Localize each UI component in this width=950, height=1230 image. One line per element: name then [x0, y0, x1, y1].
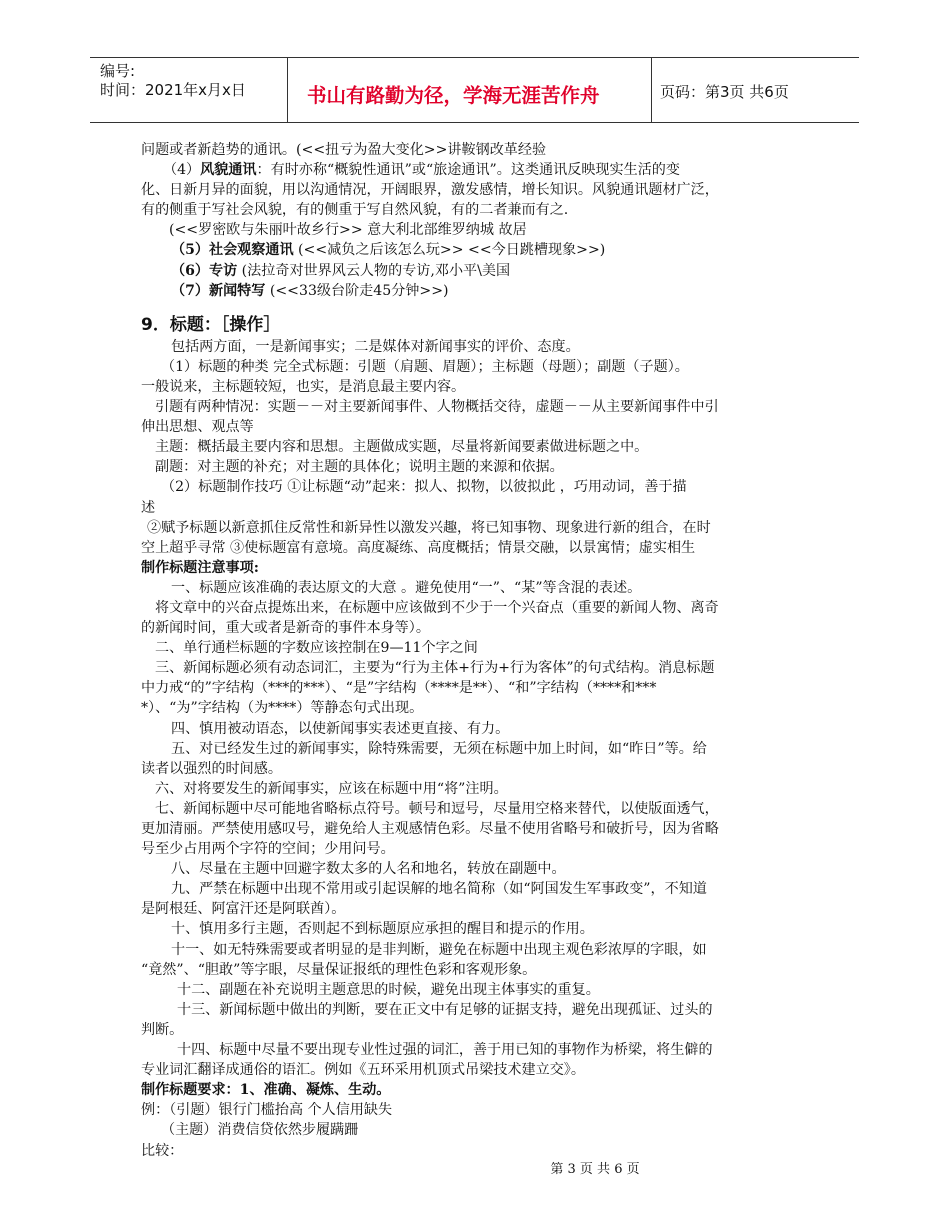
text-line	[141, 799, 813, 819]
text-line	[141, 498, 813, 518]
text-line	[141, 457, 813, 477]
text-line	[141, 1060, 813, 1080]
bold-term: 制作标题要求：1、准确、凝炼、生动。	[141, 1082, 391, 1099]
line-text: ：有时亦称“概貌性通讯”或“旅途通讯”。这类通讯反映现实生活的变	[256, 162, 680, 179]
line-text: 九、严禁在标题中出现不常用或引起误解的地名简称（如“阿国发生军事政变”，不知道	[171, 881, 707, 898]
header-bottom-rule	[90, 122, 859, 123]
line-text: (<<33级台阶走45分钟>>)	[265, 282, 449, 299]
line-text: 十四、标题中尽量不要出现专业性过强的词汇，善于用已知的事物作为桥梁，将生僻的	[177, 1042, 713, 1059]
line-text: 是阿根廷、阿富汗还是阿联酋）。	[141, 901, 346, 918]
document-body	[141, 140, 813, 1161]
text-line	[141, 1080, 813, 1100]
paragraph-gap	[141, 301, 813, 313]
line-text: ②赋予标题以新意抓住反常性和新异性以激发兴趣，将已知事物、现象进行新的组合，在时	[147, 519, 711, 536]
line-text: 例：（引题）银行门槛抬高 个人信用缺失	[141, 1102, 393, 1119]
text-line	[141, 357, 813, 377]
text-line	[141, 839, 813, 859]
text-line	[141, 618, 813, 638]
line-text: 有的侧重于写社会风貌，有的侧重于写自然风貌，有的二者兼而有之.	[141, 202, 569, 219]
text-line	[141, 739, 813, 759]
document-number-label: 编号:	[100, 62, 136, 80]
page-footer: 第 3 页 共 6 页	[550, 1162, 640, 1177]
text-line	[141, 180, 813, 200]
bold-term: （7）新闻特写	[171, 282, 266, 299]
line-text: 更加清丽。严禁使用感叹号，避免给人主观感情色彩。尽量不使用省略号和破折号，因为省略	[141, 821, 719, 837]
text-line	[141, 261, 813, 281]
header-top-rule	[90, 57, 859, 58]
line-text: 将文章中的兴奋点提炼出来，在标题中应该做到不少于一个兴奋点（重要的新闻人物、离奇	[155, 599, 719, 616]
text-line	[141, 1040, 813, 1060]
text-line	[141, 578, 813, 598]
text-line	[141, 879, 813, 899]
line-text: 二、单行通栏标题的字数应该控制在9—11个字之间	[155, 640, 478, 657]
text-line	[141, 240, 813, 260]
line-text: 七、新闻标题中尽可能地省略标点符号。顿号和逗号，尽量用空格来替代，以使版面透气，	[155, 800, 719, 817]
line-text: 空上超乎寻常 ③使标题富有意境。高度凝练、高度概括；情景交融，以景寓情；虚实相生	[141, 539, 696, 556]
line-text: 三、新闻标题必须有动态词汇，主要为“行为主体+行为+行为客体”的句式结构。消息标题	[155, 660, 715, 677]
text-line	[141, 940, 813, 960]
line-text: 八、尽量在主题中回避字数太多的人名和地名，转放在副题中。	[171, 861, 566, 878]
line-text: 六、对将要发生的新闻事实，应该在标题中用“将”注明。	[155, 780, 508, 797]
line-text: 十、慎用多行主题，否则起不到标题原应承担的醒目和提示的作用。	[171, 921, 594, 938]
line-text: 副题：对主题的补充；对主题的具体化；说明主题的来源和依据。	[155, 459, 564, 476]
line-text: (法拉奇对世界风云人物的专访,邓小平\美国	[237, 262, 511, 279]
section-heading-text: 9．标题：［操作］	[141, 314, 281, 335]
line-text: 比较：	[141, 1142, 184, 1159]
text-line	[141, 859, 813, 879]
bold-term: 风貌通讯	[200, 162, 257, 179]
text-line	[141, 678, 813, 698]
line-text: *）、“为”字结构（为****）等静态句式出现。	[141, 700, 424, 717]
text-line	[141, 397, 813, 417]
text-line	[141, 819, 813, 839]
text-line	[141, 638, 813, 658]
document-time-label: 时间：2021年x月x日	[100, 81, 246, 99]
header-motto: 书山有路勤为径，学海无涯苦作舟	[307, 84, 600, 107]
text-line	[141, 980, 813, 1000]
text-line	[141, 140, 813, 160]
text-line	[141, 220, 813, 240]
text-line	[141, 417, 813, 437]
line-text: 十二、副题在补充说明主题意思的时候，避免出现主体事实的重复。	[177, 981, 600, 998]
text-line	[141, 658, 813, 678]
text-line	[141, 160, 813, 180]
line-text: 述	[141, 499, 156, 516]
text-line	[141, 437, 813, 457]
text-line	[141, 759, 813, 779]
text-line	[141, 1020, 813, 1040]
line-text: 中力戒“的”字结构（***的***）、“是”字结构（****是**）、“和”字结构（****和***	[141, 680, 657, 697]
text-line	[141, 337, 813, 357]
text-line	[141, 1100, 813, 1120]
header-divider-right	[651, 57, 652, 123]
section-heading	[141, 313, 813, 337]
text-line	[141, 281, 813, 301]
line-lead: （4）	[163, 162, 201, 179]
header-page-label: 页码：第3页 共6页	[660, 83, 789, 101]
line-text: （1）标题的种类 完全式标题：引题（肩题、眉题）；主标题（母题）；副题（子题）。	[161, 358, 689, 375]
bold-term: 制作标题注意事项:	[141, 559, 259, 576]
text-line	[141, 919, 813, 939]
line-text: 引题有两种情况：实题－－对主要新闻事件、人物概括交待，虚题－－从主要新闻事件中引	[155, 399, 719, 416]
bold-term: （6）专访	[171, 262, 238, 279]
text-line	[141, 538, 813, 558]
line-text: 号至少占用两个字符的空间；少用问号。	[141, 841, 395, 858]
text-line	[141, 1000, 813, 1020]
header-divider-left	[287, 57, 288, 123]
bold-term: （5）社会观察通讯	[171, 242, 294, 259]
text-line	[141, 960, 813, 980]
line-text: 四、慎用被动语态，以使新闻事实表述更直接、有力。	[171, 720, 510, 737]
text-line	[141, 518, 813, 538]
line-text: （主题）消费信贷依然步履蹒跚	[161, 1122, 359, 1139]
text-line	[141, 899, 813, 919]
line-text: 的新闻时间，重大或者是新奇的事件本身等）。	[141, 620, 430, 637]
line-text: 一般说来，主标题较短，也实，是消息最主要内容。	[141, 378, 466, 395]
text-line	[141, 558, 813, 578]
line-text: 五、对已经发生过的新闻事实，除特殊需要，无须在标题中加上时间，如“昨日”等。给	[171, 740, 707, 757]
line-text: 十一、如无特殊需要或者明显的是非判断，避免在标题中出现主观色彩浓厚的字眼，如	[171, 941, 707, 958]
text-line	[141, 698, 813, 718]
text-line	[141, 598, 813, 618]
line-text: “竟然”、“胆敢”等字眼，尽量保证报纸的理性色彩和客观形象。	[141, 961, 537, 978]
line-text: 伸出思想、观点等	[141, 419, 254, 436]
text-line	[141, 719, 813, 739]
text-line	[141, 200, 813, 220]
text-line	[141, 779, 813, 799]
line-text: （2）标题制作技巧 ①让标题“动”起来：拟人、拟物，以彼拟此 ，巧用动词，善于描	[161, 479, 687, 496]
line-text: 判断。	[141, 1021, 184, 1038]
line-text: (<<罗密欧与朱丽叶故乡行>> 意大利北部维罗纳城 故居	[169, 222, 527, 239]
line-text: 专业词汇翻译成通俗的语汇。例如《五环采用机顶式吊梁技术建立交》。	[141, 1062, 585, 1079]
line-text: 化、日新月异的面貌，用以沟通情况，开阔眼界，激发感情，增长知识。风貌通讯题材广泛，	[141, 182, 719, 199]
text-line	[141, 477, 813, 497]
text-line	[141, 377, 813, 397]
line-text: 十三、新闻标题中做出的判断，要在正文中有足够的证据支持，避免出现孤证、过头的	[177, 1001, 713, 1018]
line-text: 问题或者新趋势的通讯。(<<扭亏为盈大变化>>讲鞍钢改革经验	[141, 142, 547, 158]
line-text: 包括两方面，一是新闻事实；二是媒体对新闻事实的评价、态度。	[171, 338, 580, 355]
line-text: (<<减负之后该怎么玩>> <<今日跳槽现象>>)	[293, 242, 606, 259]
line-text: 读者以强烈的时间感。	[141, 760, 282, 777]
line-text: 主题：概括最主要内容和思想。主题做成实题，尽量将新闻要素做进标题之中。	[155, 439, 649, 456]
line-text: 一、标题应该准确的表达原文的大意 。避免使用“一”、“某”等含混的表述。	[171, 579, 642, 596]
text-line	[141, 1120, 813, 1140]
